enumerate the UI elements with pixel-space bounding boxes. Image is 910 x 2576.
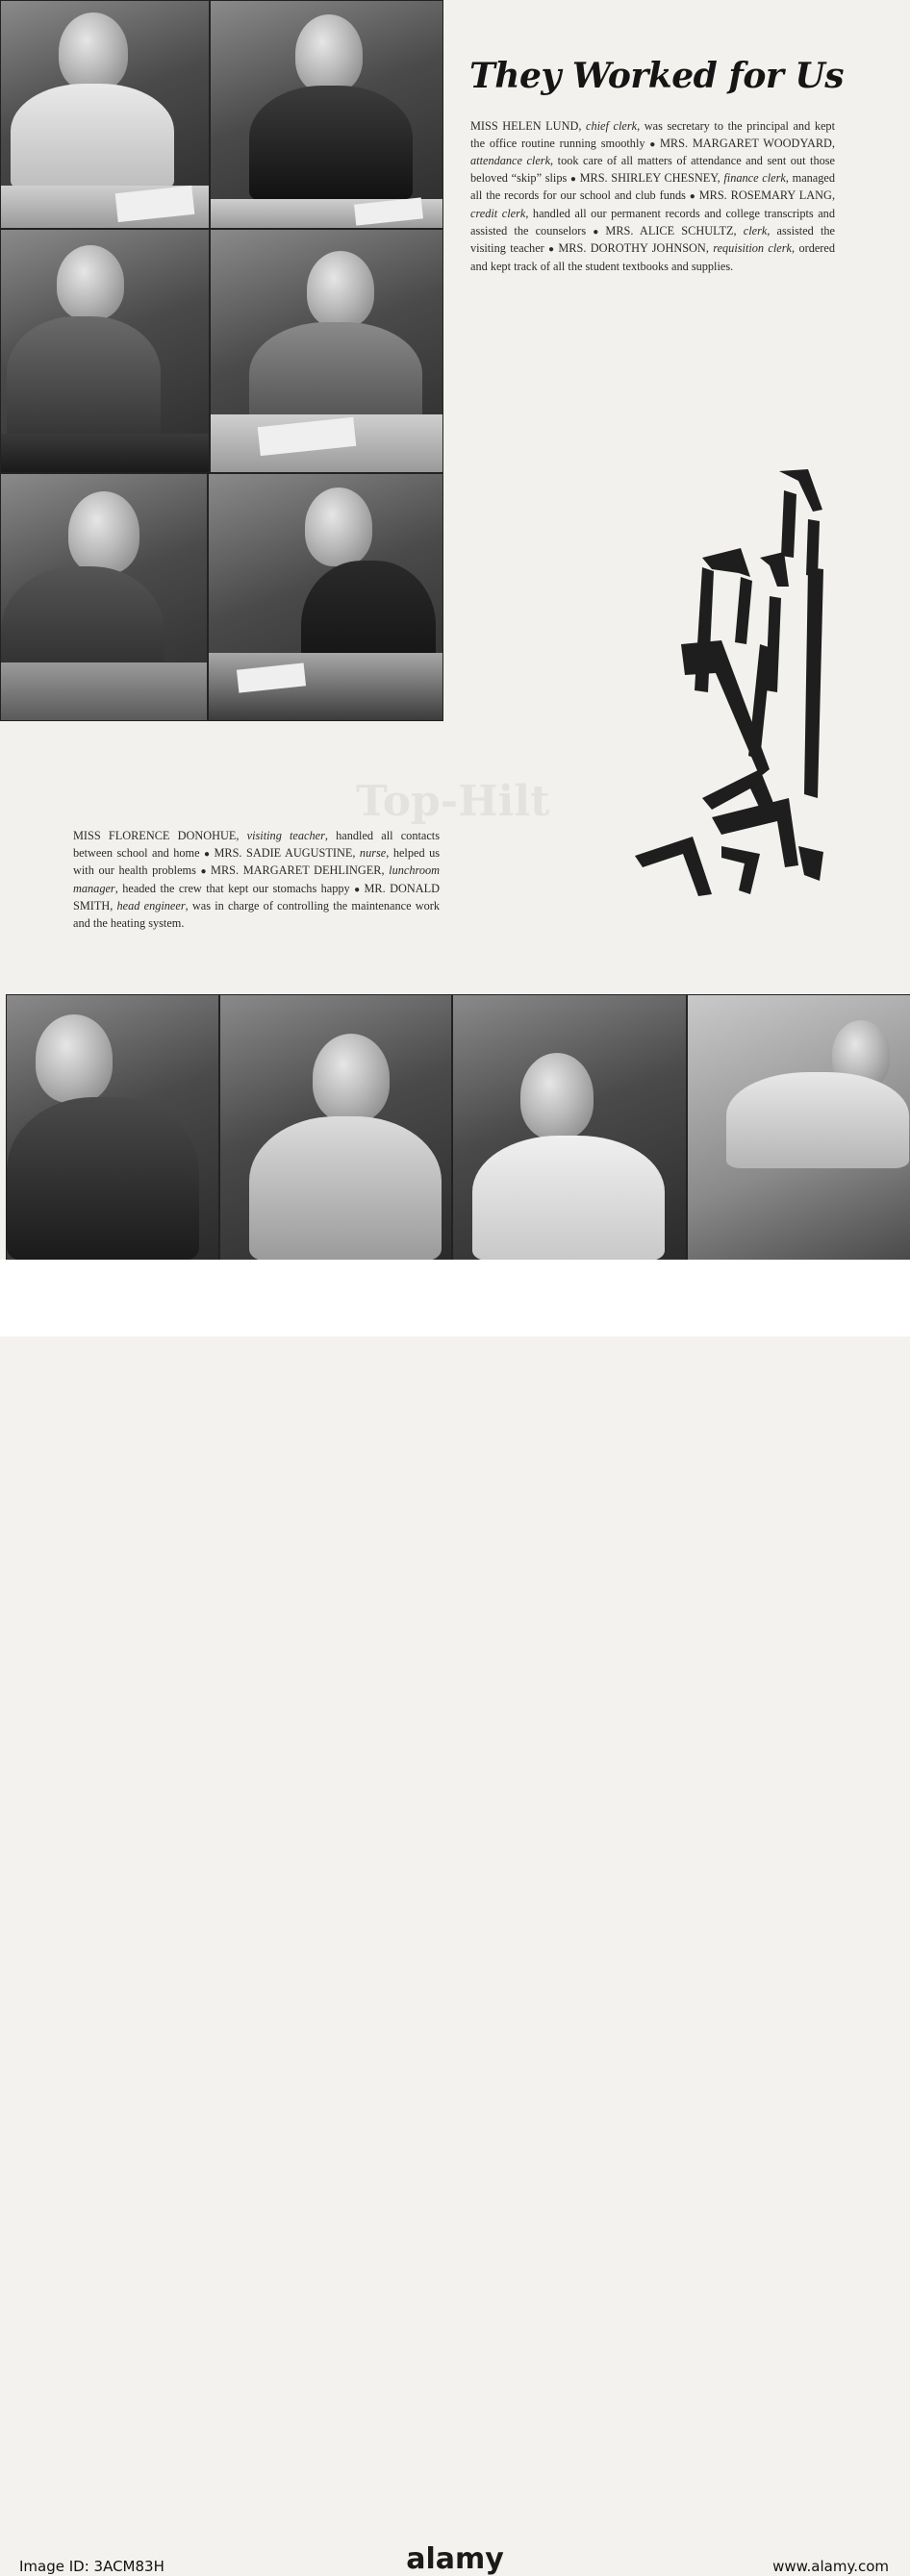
staff-entry: MRS. ROSEMARY LANG, credit clerk, handled all our permanent records and college transcripts and assisted the counselors [470, 188, 836, 238]
staff-entry: MRS. DOROTHY JOHNSON, requisition clerk, ordered and kept track of all the student textbooks and supplies. [470, 241, 836, 273]
photo-shirley-chesney [0, 229, 210, 473]
staff-entry: MRS. SHIRLEY CHESNEY, finance clerk, managed all the records for our school and club funds [470, 170, 836, 203]
photo-helen-lund [0, 0, 210, 229]
image-id-label: Image ID: 3ACM83H [19, 2558, 164, 2575]
yearbook-page [0, 0, 910, 1260]
photo-margaret-dehlinger [452, 994, 687, 1262]
page-title: They Worked for Us [469, 56, 845, 96]
watermark-logo: alamy [406, 2542, 504, 2576]
staff-entry: MR. DONALD SMITH, head engineer, was in charge of controlling the maintenance work and the heating system. [73, 881, 441, 930]
staff-entry: MRS. ALICE SCHULTZ, clerk, assisted the visiting teacher [470, 223, 835, 256]
photo-sadie-augustine [219, 994, 452, 1262]
staff-paragraph-top: MISS HELEN LUND, chief clerk, was secretary to the principal and kept the office routine running smoothly ● MRS. MARGARET WOODYARD, attendance clerk, took care of all matters of attendance and sent out those beloved “skip” slips ● MRS. SHIRLEY CHESNEY, finance clerk, managed all the records for our school and club funds ● MRS. ROSEMARY LANG, credit clerk, handled all our permanent records and college transcripts and assisted the counselors ● MRS. ALICE SCHULTZ, clerk, assisted the visiting teacher ● MRS. DOROTHY JOHNSON, requisition clerk, ordered and kept track of all the student textbooks and supplies. [470, 119, 836, 273]
photo-alice-schultz [0, 473, 208, 721]
staff-entry: MRS. SADIE AUGUSTINE, nurse, helped us with our health problems [73, 845, 441, 878]
staff-entry: MRS. MARGARET WOODYARD, attendance clerk, took care of all matters of attendance and sent out those beloved “skip” slips [470, 136, 835, 185]
abstract-sketch-illustration [616, 452, 856, 904]
staff-entry: MRS. MARGARET DEHLINGER, lunchroom manager, headed the crew that kept our stomachs happy [73, 863, 440, 895]
site-url[interactable]: www.alamy.com [772, 2558, 889, 2575]
staff-entry: MISS FLORENCE DONOHUE, visiting teacher, handled all contacts between school and home [73, 829, 441, 860]
bleed-through-text: Top-Hilt [356, 777, 550, 826]
photo-rosemary-lang [210, 229, 443, 473]
staff-entry: MISS HELEN LUND, chief clerk, was secretary to the principal and kept the office routine running smoothly [470, 119, 835, 150]
staff-paragraph-bottom: MISS FLORENCE DONOHUE, visiting teacher, handled all contacts between school and home ● MRS. SADIE AUGUSTINE, nurse, helped us with our health problems ● MRS. MARGARET DEHLINGER, lunchroom manager, headed the crew that kept our stomachs happy ● MR. DONALD SMITH, head engineer, was in charge of controlling the maintenance work and the heating system. [73, 829, 441, 930]
photo-margaret-woodyard [210, 0, 443, 229]
photo-donald-smith [687, 994, 910, 1262]
photo-dorothy-johnson [208, 473, 443, 721]
photo-florence-donohue [6, 994, 219, 1262]
